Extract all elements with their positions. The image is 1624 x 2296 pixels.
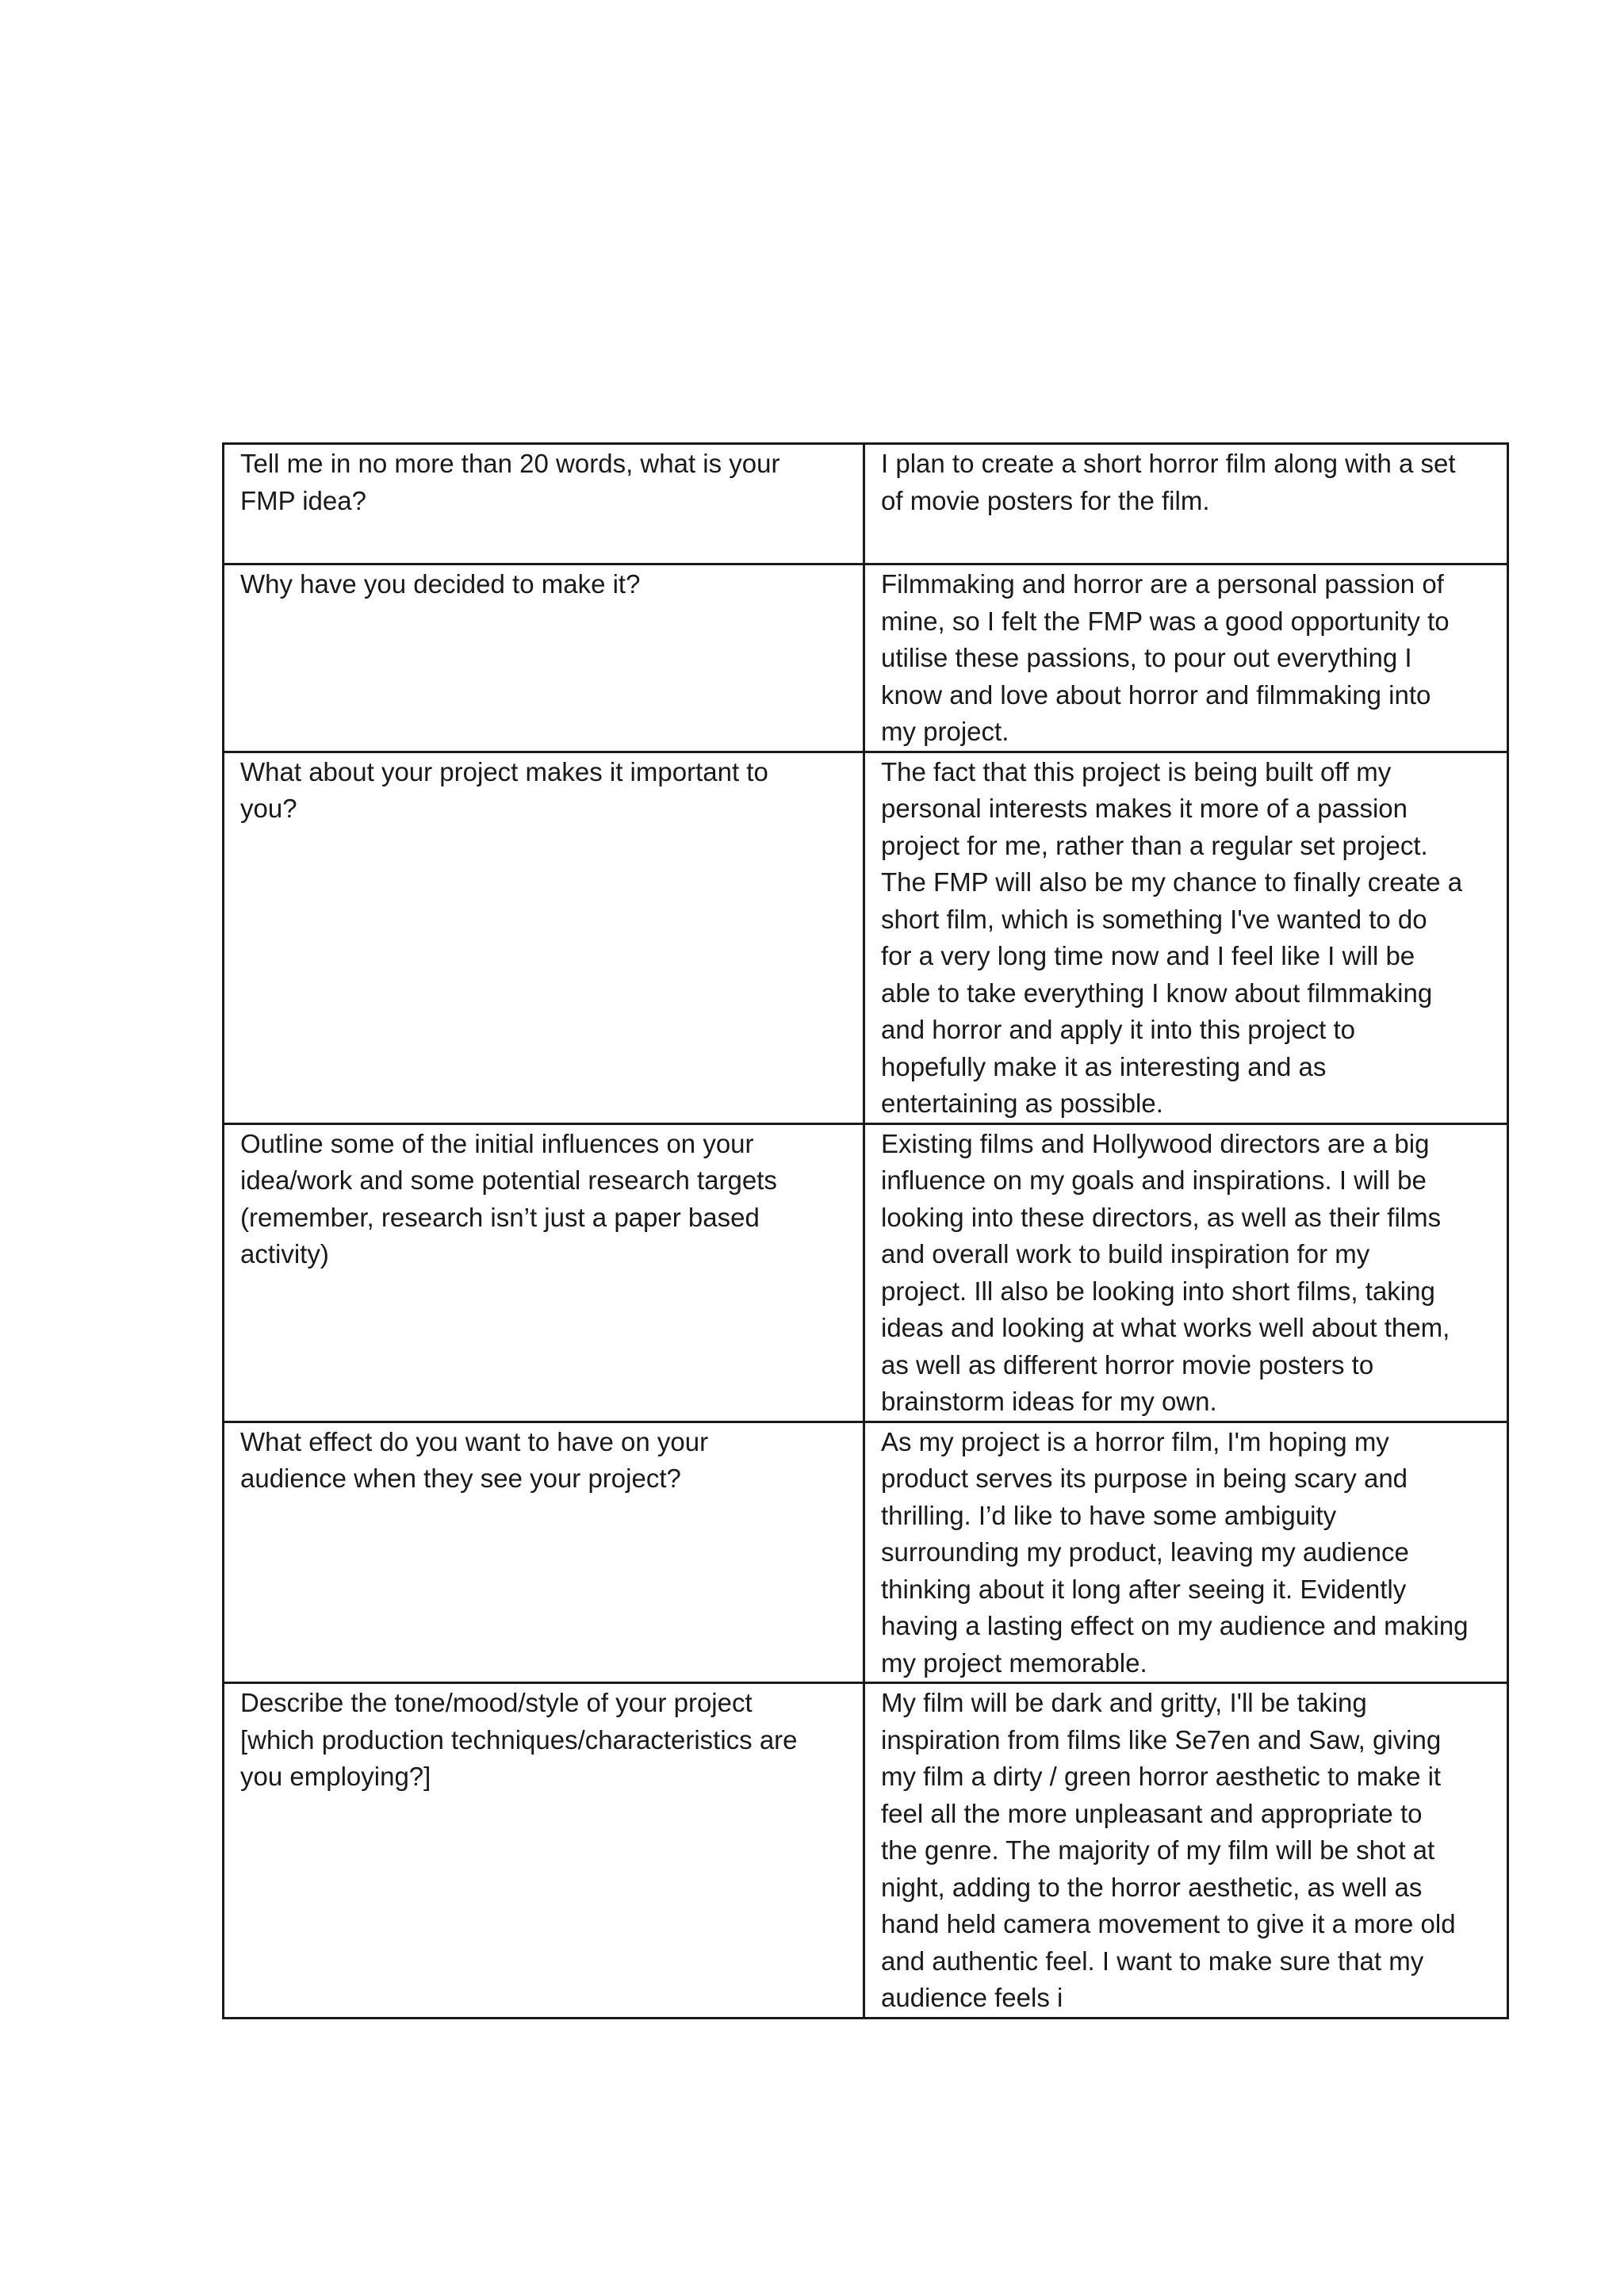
answer-text: project for me, rather than a regular set project.	[881, 830, 1428, 860]
answer-cell	[864, 1683, 1508, 2019]
answer-text: entertaining as possible.	[881, 1089, 1163, 1118]
question-cell	[224, 1123, 864, 1422]
question-text: you employing?]	[240, 1762, 431, 1791]
answer-text: Existing films and Hollywood directors are a big	[881, 1128, 1430, 1158]
question-text: What about your project makes it important to	[240, 756, 768, 786]
answer-text: surrounding my product, leaving my audience	[881, 1537, 1409, 1567]
answer-text: and authentic feel. I want to make sure that my	[881, 1946, 1424, 1976]
answer-text: personal interests makes it more of a passion	[881, 794, 1408, 823]
answer-text: product serves its purpose in being scary and	[881, 1464, 1408, 1493]
question-text: you?	[240, 794, 297, 823]
fmp-proposal-table	[222, 442, 1509, 2019]
table-row	[224, 564, 1508, 752]
table-row	[224, 1123, 1508, 1422]
question-text: idea/work and some potential research targets	[240, 1165, 777, 1195]
question-text: FMP idea?	[240, 485, 366, 515]
question-text: activity)	[240, 1239, 329, 1269]
question-text: [which production techniques/characteristics are	[240, 1724, 798, 1755]
table-row	[224, 444, 1508, 564]
question-cell	[224, 564, 864, 752]
answer-text: my project memorable.	[881, 1647, 1147, 1678]
answer-cell	[864, 1123, 1508, 1422]
answer-text: influence on my goals and inspirations. I will be	[881, 1165, 1427, 1195]
question-text: audience when they see your project?	[240, 1464, 681, 1493]
question-text: What effect do you want to have on your	[240, 1426, 709, 1456]
answer-text: know and love about horror and filmmaking into	[881, 679, 1431, 710]
question-text: Tell me in no more than 20 words, what is your	[240, 449, 780, 478]
answer-text: Filmmaking and horror are a personal passion of	[881, 569, 1444, 599]
answer-text: able to take everything I know about filmmaking	[881, 978, 1433, 1008]
answer-text: hopefully make it as interesting and as	[881, 1051, 1327, 1081]
answer-text: utilise these passions, to pour out everything I	[881, 643, 1412, 672]
table-row	[224, 1683, 1508, 2019]
answer-text: my film a dirty / green horror aesthetic to make it	[881, 1762, 1442, 1791]
answer-text: and overall work to build inspiration for my	[881, 1239, 1370, 1269]
answer-text: short film, which is something I've wanted to do	[881, 904, 1427, 934]
question-text: Describe the tone/mood/style of your project	[240, 1688, 753, 1717]
answer-text: The fact that this project is being built off my	[881, 756, 1392, 786]
answer-text: I plan to create a short horror film along with a set	[881, 449, 1456, 478]
answer-text: My film will be dark and gritty, I'll be taking	[881, 1688, 1367, 1717]
answer-text: ideas and looking at what works well about them,	[881, 1313, 1450, 1342]
answer-text: As my project is a horror film, I'm hoping my	[881, 1426, 1389, 1456]
answer-text: brainstorm ideas for my own.	[881, 1387, 1217, 1416]
question-text: Outline some of the initial influences on your	[240, 1128, 754, 1158]
question-cell	[224, 752, 864, 1123]
question-cell	[224, 1422, 864, 1683]
answer-text: the genre. The majority of my film will be shot at	[881, 1835, 1435, 1865]
answer-cell	[864, 444, 1508, 564]
answer-text: audience feels i	[881, 1983, 1063, 2012]
answer-text: thinking about it long after seeing it. Evidently	[881, 1574, 1407, 1604]
table-row	[224, 1422, 1508, 1683]
answer-text: looking into these directors, as well as their films	[881, 1202, 1442, 1232]
answer-cell	[864, 1422, 1508, 1683]
table-row	[224, 752, 1508, 1123]
answer-text: of movie posters for the film.	[881, 485, 1210, 515]
answer-text: project. Ill also be looking into short films, taking	[881, 1276, 1435, 1306]
answer-text: and horror and apply it into this project to	[881, 1015, 1356, 1044]
answer-text: feel all the more unpleasant and appropriate to	[881, 1798, 1423, 1828]
question-cell	[224, 444, 864, 564]
answer-cell	[864, 564, 1508, 752]
answer-text: inspiration from films like Se7en and Saw, giving	[881, 1724, 1442, 1755]
question-text: (remember, research isn’t just a paper based	[240, 1202, 760, 1232]
answer-cell	[864, 752, 1508, 1123]
question-cell	[224, 1683, 864, 2019]
answer-text: night, adding to the horror aesthetic, as well as	[881, 1872, 1423, 1902]
answer-text: as well as different horror movie posters to	[881, 1349, 1374, 1380]
answer-text: mine, so I felt the FMP was a good opportunity to	[881, 606, 1450, 636]
answer-text: my project.	[881, 717, 1009, 746]
answer-text: for a very long time now and I feel like I will be	[881, 941, 1415, 970]
answer-text: thrilling. I’d like to have some ambiguity	[881, 1500, 1337, 1530]
answer-text: hand held camera movement to give it a more old	[881, 1909, 1456, 1938]
question-text: Why have you decided to make it?	[240, 569, 641, 599]
answer-text: having a lasting effect on my audience and making	[881, 1611, 1469, 1640]
answer-text: The FMP will also be my chance to finally create a	[881, 867, 1463, 897]
